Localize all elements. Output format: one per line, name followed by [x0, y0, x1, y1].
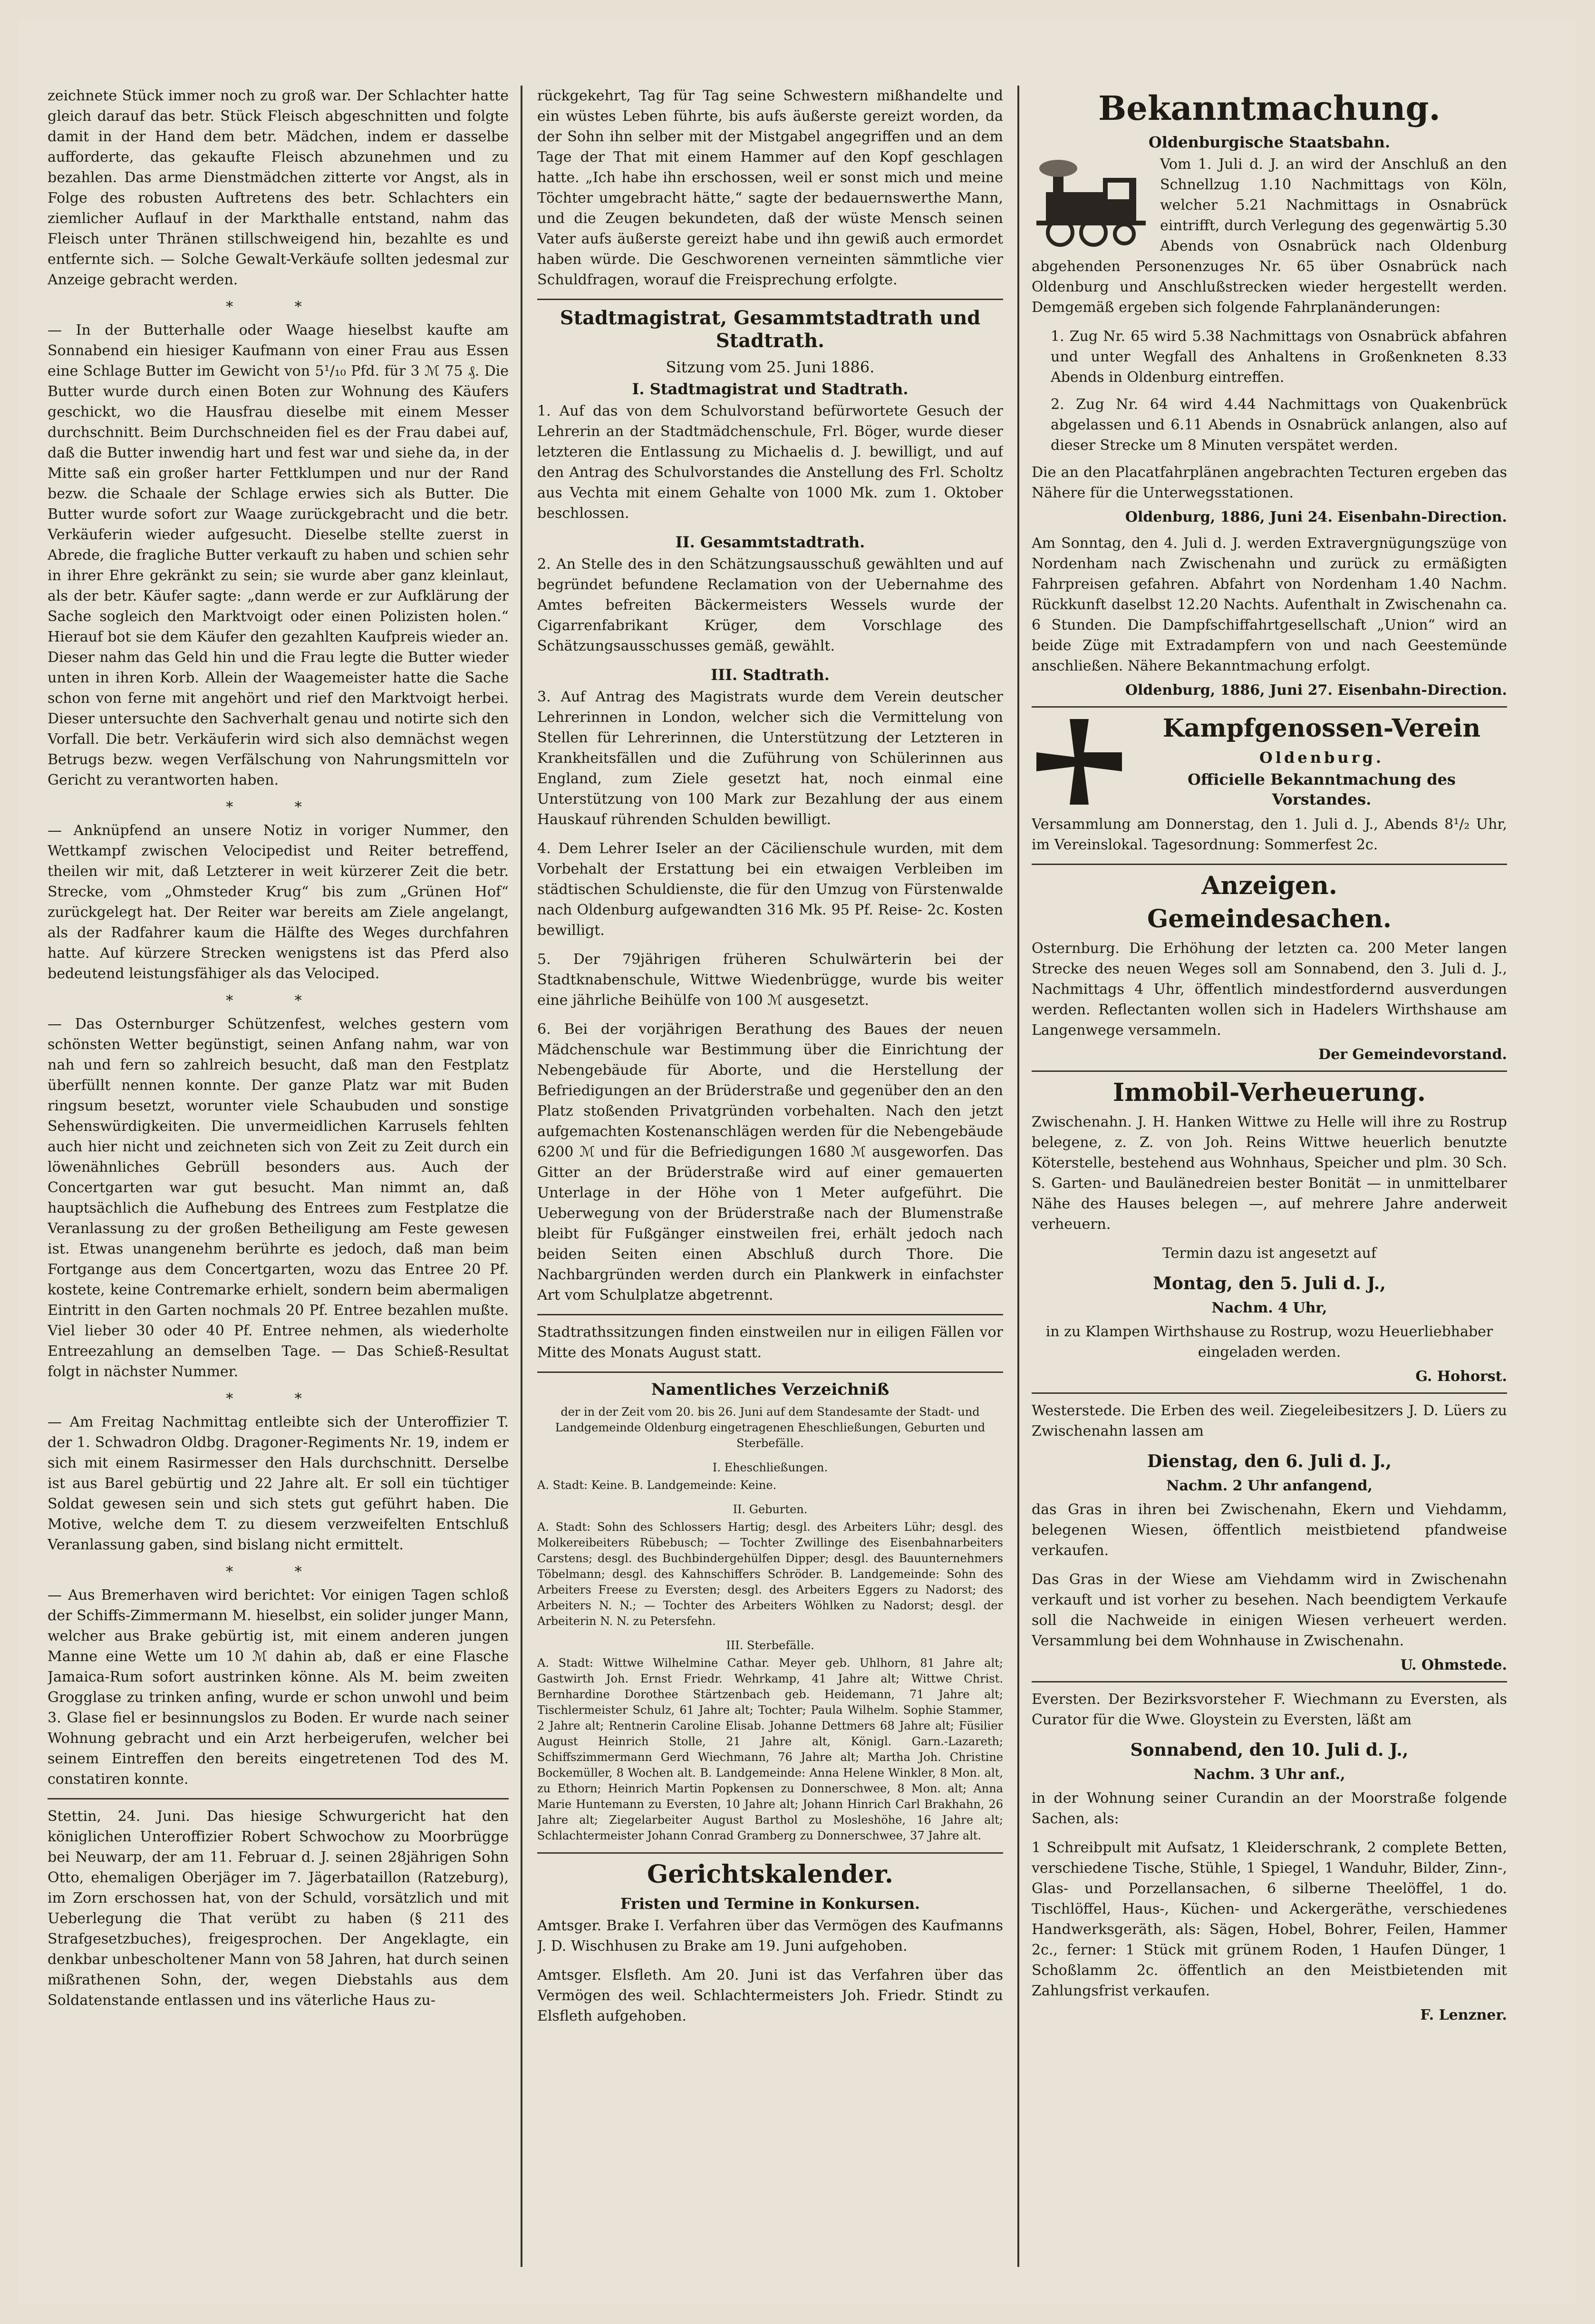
separator-stars: * *	[226, 299, 330, 315]
column-3	[1032, 86, 1507, 2276]
section-heading: Stadtmagistrat, Gesammtstadtrath und Stadtrath.	[560, 307, 981, 352]
announcement-signature: Oldenburg, 1886, Juni 27. Eisenbahn-Direction.	[1125, 682, 1507, 699]
divider	[537, 1371, 1003, 1373]
divider	[1032, 1681, 1507, 1682]
ad-text: Das Gras in der Wiese am Viehdamm wird in Zwischenahn verkauft und ist vorher zu besehen. Nach beendigtem Verkaufe soll die Nachweide in einigen Wiesen verheuert werden. Versammlung bei dem Wohnhause in Zwischenahn.	[1032, 1571, 1507, 1649]
ad-heading: Immobil-Verheuerung.	[1112, 1078, 1426, 1107]
separator-stars: * *	[226, 1391, 330, 1407]
announcement-text: Vom 1. Juli d. J. an wird der Anschluß an den Schnellzug 1.10 Nachmittags von Köln, welcher 5.21 Nachmittags in Osnabrück eintrifft, durch Verlegung des gegenwärtig 5.30 Abends von Osnabrück nach Oldenburg abgehenden Personenzuges Nr. 65 über Osnabrück nach Oldenburg und Anschlußstrecken wieder hergestellt werden. Demgemäß ergeben sich folgende Fahrplanänderungen:	[1032, 156, 1507, 316]
register-subheading: III. Sterbefälle.	[726, 1639, 814, 1652]
register-text: A. Stadt: Wittwe Wilhelmine Cathar. Meyer geb. Uhlhorn, 81 Jahre alt; Gastwirth Joh. Ernst Friedr. Wehrkamp, 41 Jahre alt; Wittwe Christ. Bernhardine Dorothee Stärtzenbach geb. Heidemann, 71 Jahre alt; Tischlermeister Schulz, 61 Jahre alt; Tochter; Paula Wilhelm. Sophie Stammer, 2 Jahre alt; Rentnerin Caroline Elisab. Johanne Dettmers 68 Jahre alt; Füsilier August Heinrich Stolle, 21 Jahre alt, Königl. Garn.-Lazareth; Schiffszimmermann Gerd Wiechmann, 76 Jahre alt; Martha Joh. Christine Bockemüller, 8 Wochen alt. B. Landgemeinde: Anna Helene Winkler, 8 Mon. alt, zu Ethorn; Heinrich Martin Popkensen zu Donnerschwee, 8 Mon. alt; Anna Marie Huntemann zu Eversten, 10 Jahre alt; Johann Hinrich Carl Brakhahn, 26 Jahre alt; Ziegelarbeiter August Barthol zu Mosleshöhe, 16 Jahre alt; Schlachtermeister Johann Conrad Gramberg zu Donnerschwee, 37 Jahre alt.	[537, 1656, 1003, 1842]
ad-date: Sonnabend, den 10. Juli d. J.,	[1130, 1740, 1409, 1760]
announcement-subheading: Oldenburgische Staatsbahn.	[1148, 133, 1391, 151]
announcement-signature: Oldenburg, 1886, Juni 24. Eisenbahn-Direction.	[1125, 509, 1507, 525]
association-heading: Kampfgenossen-Verein	[1162, 714, 1481, 743]
ads-heading: Anzeigen.	[1201, 871, 1337, 900]
article-text: zeichnete Stück immer noch zu groß war. Der Schlachter hatte gleich darauf das betr. Stück Fleisch abgeschnitten und folgte damit in der Hand dem betr. Mädchen, indem er dasselbe aufforderte, das gekaufte Fleisch abzunehmen und zu bezahlen. Das arme Dienstmädchen zitterte vor Angst, als in Folge des robusten Auftretens des betr. Schlachters ein ziemlicher Auflauf in der Markthalle entstand, nahm das Fleisch unter Thränen stillschweigend hin, bezahlte es und entfernte sich. — Solche Gewalt-Verkäufe sollten jedesmal zur Anzeige gebracht werden.	[48, 88, 509, 288]
ad-time: Nachm. 3 Uhr anf.,	[1193, 1766, 1345, 1783]
article-schuetzenfest: — Das Osternburger Schützenfest, welches gestern vom schönsten Wetter begünstigt, seinen Anfang nahm, war von nah und fern so zahlreich besucht, daß man den Festplatz überfüllt nennen konnte. Der ganze Platz war mit Buden ringsum besetzt, worunter viele Schaubuden und sonstige Sehenswürdigkeiten. Die unvermeidlichen Karrusels fehlten auch hier nicht und zeichneten sich von Zeit zu Zeit durch ein löwenähnliches Gebrüll besonders aus. Auch der Concertgarten war gut besucht. Man nimmt an, daß hauptsächlich die Aufhebung des Entrees zum Festplatze die Veranlassung zu der großen Betheiligung am Feste gewesen ist. Etwas unangenehm berührte es jedoch, daß man beim Fortgange aus dem Concertgarten, wozu das Entree 20 Pf. kostete, keine Contremarke erhielt, sondern beim abermaligen Eintritt in den Garten nochmals 20 Pf. Entree bezahlen mußte. Viel lieber 30 oder 40 Pf. Entree nehmen, als wiederholte Entreezahlung an demselben Tage. — Das Schieß-Resultat folgt in nächster Nummer.	[48, 1016, 509, 1380]
article-butterhalle: — In der Butterhalle oder Waage hieselbst kaufte am Sonnabend ein hiesiger Kaufmann von einer Frau aus Essen eine Schlage Butter im Gewicht von 5¹/₁₀ Pfd. für 3 ℳ 75 ₰. Die Butter wurde durch einen Boten zur Wohnung des Käufers geschickt, wo die Hausfrau dieselbe mit einem Messer durchschnitt. Beim Durchschneiden fiel es der Frau dabei auf, daß die Butter inwendig hart und fest war und siehe da, in der Mitte saß ein großer harter Fettklumpen und nur der Rand bezw. die Schaale der Schlage erwies sich als Butter. Die Butter wurde sofort zur Waage zurückgebracht und die betr. Verkäuferin wieder aufgesucht. Dieselbe stellte zuerst in Abrede, die fragliche Butter verkauft zu haben und schien sehr in ihrer Ehre gekränkt zu sein; sie wurde aber ganz kleinlaut, als der betr. Käufer sagte: „dann werde er zur Aufklärung der Sache sogleich den Marktvoigt oder einen Polizisten holen.“ Hierauf bot sie dem Käufer den gezahlten Kaufpreis wieder an. Dieser nahm das Geld hin und die Frau legte die Butter wieder unten in ihren Korb. Allein der Waagemeister hatte die Sache schon von ferne mit angehört und rief den Marktvoigt herbei. Dieser untersuchte den Sachverhalt genau und notirte sich den Vorfall. Die betr. Verkäuferin wird sich also demnächst wegen Betrugs bezw. wegen Verfälschung von Nahrungsmitteln vor Gericht zu verantworten haben.	[48, 322, 509, 788]
divider	[1032, 706, 1507, 708]
divider	[1032, 1070, 1507, 1072]
council-item: 5. Der 79jährigen früheren Schulwärterin bei der Stadtknabenschule, Wittwe Wiedenbrügge, wurde bis weiter eine jährliche Beihülfe von 100 ℳ ausgesetzt.	[537, 951, 1003, 1009]
subsection-heading: I. Stadtmagistrat und Stadtrath.	[632, 380, 909, 398]
association-subheading: Officielle Bekanntmachung des Vorstandes.	[1188, 770, 1456, 808]
ad-time: Nachm. 2 Uhr anfangend,	[1166, 1478, 1373, 1494]
divider	[537, 1852, 1003, 1854]
ad-text: Osternburg. Die Erhöhung der letzten ca. 200 Meter langen Strecke des neuen Weges soll am Sonnabend, den 3. Juli d. J., Nachmittags 4 Uhr, öffentlich mindestfordernd ausverdungen werden. Reflectanten wollen sich in Hadelers Wirthshause am Langenwege versammeln.	[1032, 940, 1507, 1039]
ad-text: Eversten. Der Bezirksvorsteher F. Wiechmann zu Eversten, als Curator für die Wwe. Gloystein zu Eversten, läßt am	[1032, 1691, 1507, 1728]
divider	[1032, 864, 1507, 865]
column-1	[48, 86, 509, 2276]
register-subheading: I. Eheschließungen.	[712, 1461, 828, 1474]
ad-time: Nachm. 4 Uhr,	[1211, 1300, 1327, 1316]
council-item: 1. Auf das von dem Schulvorstand befürwortete Gesuch der Lehrerin an der Stadtmädchenschule, Frl. Böger, wurde dieser letzteren die Entlassung zu Michaelis d. J. bewilligt, und auf den Antrag des Schulvorstandes die Anstellung des Frl. Scholtz aus Vechta mit einem Gehalte von 1000 Mk. zum 1. Oktober beschlossen.	[537, 403, 1003, 522]
court-calendar-heading: Gerichtskalender.	[647, 1860, 893, 1889]
subsection-heading: II. Gesammtstadtrath.	[675, 533, 865, 551]
separator-stars: * *	[226, 799, 330, 816]
article-unteroffizier: — Am Freitag Nachmittag entleibte sich der Unteroffizier T. der 1. Schwadron Oldbg. Dragoner-Regiments Nr. 19, indem er sich mit einem Rasirmesser den Hals durchschnitt. Derselbe ist aus Barel gebürtig und 22 Jahre alt. Er soll ein tüchtiger Soldat gewesen sein und sich stets gut geführt haben. Die Motive, welche dem T. zu diesem verzweifelten Entschluß Veranlassung gaben, sind bislang nicht ermittelt.	[48, 1414, 509, 1553]
article-wettkampf: — Anknüpfend an unsere Notiz in voriger Nummer, den Wettkampf zwischen Velocipedist und Reiter betreffend, theilen wir mit, daß Letzterer in weit kürzerer Zeit die betr. Strecke, vom „Ohmsteder Krug“ bis zum „Grünen Hof“ zurückgelegt hat. Der Reiter war bereits am Ziele angelangt, als der Radfahrer kaum die Hälfte des Weges durchfahren hatte. Auf kürzere Strecken wenigstens ist das Pferd also bedeutend leistungsfähiger als das Velociped.	[48, 822, 509, 982]
ad-text: Termin dazu ist angesetzt auf	[1162, 1245, 1377, 1262]
ad-heading: Gemeindesachen.	[1147, 904, 1392, 933]
ad-text: Zwischenahn. J. H. Hanken Wittwe zu Helle will ihre zu Rostrup belegene, z. Z. von Joh. Reins Wittwe heuerlich benutzte Köterstelle, bestehend aus Wohnhaus, Speicher und plm. 30 Sch. S. Garten- und Baulänedreien bester Bonität — in unmittelbarer Nähe des Hauses belegen —, auf mehrere Jahre anderweit verheuern.	[1032, 1114, 1507, 1233]
divider	[48, 1798, 509, 1799]
divider	[537, 299, 1003, 300]
ad-date: Montag, den 5. Juli d. J.,	[1153, 1274, 1386, 1293]
ad-text: 1 Schreibpult mit Aufsatz, 1 Kleiderschrank, 2 complete Betten, verschiedene Tische, Stühle, 1 Spiegel, 1 Wanduhr, Bilder, Zinn-, Glas- und Porzellansachen, 6 silberne Theelöffel, 1 do. Tischlöffel, Haus-, Küchen- und Ackergeräthe, verschiedenes Handwerksgeräth, als: Sägen, Hobel, Bohrer, Feilen, Hammer 2c., ferner: 1 Stück mit grünem Roden, 1 Haufen Dünger, 1 Schoßlamm 2c. öffentlich an den Meistbietenden mit Zahlungsfrist verkaufen.	[1032, 1839, 1507, 1999]
divider	[537, 1314, 1003, 1315]
column-rule	[1017, 86, 1019, 2267]
ad-text: in der Wohnung seiner Curandin an der Moorstraße folgende Sachen, als:	[1032, 1790, 1507, 1827]
council-item: 4. Dem Lehrer Iseler an der Cäcilienschule wurden, mit dem Vorbehalt der Erstattung bei ein etwaigen Verbleiben im städtischen Schuldienste, die für den Umzug von Fürstenwalde nach Oldenburg aufgewandten 316 Mk. 95 Pf. Reise- 2c. Kosten bewilligt.	[537, 840, 1003, 939]
locomotive-icon	[1032, 154, 1150, 249]
ad-signature: G. Hohorst.	[1415, 1368, 1507, 1385]
association-text: Versammlung am Donnerstag, den 1. Juli d. J., Abends 8¹/₂ Uhr, im Vereinslokal. Tagesordnung: Sommerfest 2c.	[1032, 816, 1507, 853]
ad-signature: Der Gemeindevorstand.	[1318, 1046, 1507, 1063]
article-bremerhaven: — Aus Bremerhaven wird berichtet: Vor einigen Tagen schloß der Schiffs-Zimmermann M. hieselbst, ein solider junger Mann, welcher aus Brake gebürtig ist, mit einem anderen jungen Manne eine Wette um 10 ℳ dahin ab, daß er eine Flasche Jamaica-Rum sofort austrinken könne. Als M. beim zweiten Grogglase zu trinken anfing, wurde er schon unwohl und beim 3. Glase fiel er besinnungslos zu Boden. Er wurde nach seiner Wohnung gebracht und ein Arzt herbeigerufen, welcher bei seinem Eintreffen den bereits eingetretenen Tod des M. constatiren konnte.	[48, 1587, 509, 1788]
register-heading: Namentliches Verzeichniß	[651, 1380, 889, 1399]
ad-text: in zu Klampen Wirthshause zu Rostrup, wozu Heuerliebhaber eingeladen werden.	[1045, 1323, 1493, 1361]
court-item: Amtsger. Brake I. Verfahren über das Vermögen des Kaufmanns J. D. Wischhusen zu Brake am 19. Juni aufgehoben.	[537, 1917, 1003, 1954]
council-item: 6. Bei der vorjährigen Berathung des Baues der neuen Mädchenschule war Bestimmung über die Einrichtung der Nebengebäude für Aborte, und die Herstellung der Befriedigungen an der Brüderstraße und gegenüber den an den Platz stoßenden Privatgründen vorbehalten. Nach den jetzt aufgemachten Kostenanschlägen werden für die Nebengebäude 6200 ℳ und für die Befriedigungen 1680 ℳ ausgeworfen. Das Gitter an der Brüderstraße wird auf einer gemauerten Unterlage in der Höhe von 1 Meter aufgeführt. Die Ueberwegung von der Brüderstraße nach der Blumenstraße bleibt für Fußgänger einstweilen frei, erhält jedoch nach beiden Seiten einen Abschluß durch Thore. Die Nachbargründen werden durch ein Plankwerk in einfachster Art vom Schulplatze abgetrennt.	[537, 1021, 1003, 1303]
separator-stars: * *	[226, 992, 330, 1009]
subsection-heading: III. Stadtrath.	[711, 666, 830, 684]
article-text: rückgekehrt, Tag für Tag seine Schwestern mißhandelte und ein wüstes Leben führte, bis aufs äußerste gereizt worden, da der Sohn ihn selber mit der Mistgabel angegriffen und an dem Tage der That mit einem Hammer auf den Kopf geschlagen hatte. „Ich habe ihn erschossen, weil er sonst mich und meine Töchter umgebracht hätte,“ sagte der bedauernswerthe Mann, und die Zeugen bekundeten, daß der wüste Mensch seinen Vater aufs äußerste gereizt habe und ihn gewiß auch ermordet haben würde. Die Geschworenen verneinten sämmtliche vier Schuldfragen, worauf die Freisprechung erfolgte.	[537, 88, 1003, 288]
court-subheading: Fristen und Termine in Konkursen.	[620, 1895, 920, 1913]
announcement-text: Am Sonntag, den 4. Juli d. J. werden Extravergnügungszüge von Nordenham nach Zwischenahn und zurück zu ermäßigten Fahrpreisen gefahren. Abfahrt von Nordenham 1.40 Nachm. Rückkunft daselbst 12.20 Nachts. Aufenthalt in Zwischenahn ca. 6 Stunden. Die Dampfschiffahrtgesellschaft „Union“ wird an beide Züge mit Extradampfern von und nach Geestemünde anschließen. Nähere Bekanntmachung erfolgt.	[1032, 535, 1507, 674]
column-rule	[521, 86, 522, 2267]
register-text: A. Stadt: Sohn des Schlossers Hartig; desgl. des Arbeiters Lühr; desgl. des Molkereibeiters Rübebusch; — Tochter Zwillinge des Eisenbahnarbeiters Carstens; desgl. des Buchbindergehülfen Dipper; desgl. des Bauunternehmers Töbelmann; desgl. des Kahnschiffers Schröder. B. Landgemeinde: Sohn des Arbeiters Freese zu Eversten; desgl. des Arbeiters Eggers zu Nadorst; des Arbeiters N. N.; — Tochter des Arbeiters Wöhlken zu Nadorst; desgl. der Arbeiterin N. N. zu Petersfehn.	[537, 1520, 1003, 1628]
register-subheading: II. Geburten.	[733, 1503, 808, 1516]
announcement-text: Die an den Placatfahrplänen angebrachten Tecturen ergeben das Nähere für die Unterwegsstationen.	[1032, 464, 1507, 501]
column-2	[537, 86, 1003, 2276]
iron-cross-icon	[1032, 714, 1127, 809]
sitting-date: Sitzung vom 25. Juni 1886.	[666, 358, 875, 376]
announcement-list-item: 1. Zug Nr. 65 wird 5.38 Nachmittags von Osnabrück abfahren und unter Wegfall des Anhaltens in Großenkneten 8.33 Abends in Oldenburg eintreffen.	[1051, 328, 1507, 386]
ad-date: Dienstag, den 6. Juli d. J.,	[1147, 1451, 1392, 1471]
council-item: 2. An Stelle des in den Schätzungsausschuß gewählten und auf begründet befundene Reclamation von der Uebernahme des Amtes befreiten Bäckermeisters Wessels wurde der Cigarrenfabrikant Krüger, dem Vorschlage des Schätzungsausschusses gemäß, gewählt.	[537, 556, 1003, 654]
register-intro: der in der Zeit vom 20. bis 26. Juni auf dem Standesamte der Stadt- und Landgemeinde Oldenburg eingetragenen Eheschließungen, Geburten und Sterbefälle.	[555, 1405, 986, 1450]
ad-signature: F. Lenzner.	[1420, 2007, 1507, 2023]
ad-text: das Gras in ihren bei Zwischenahn, Ekern und Viehdamm, belegenen Wiesen, öffentlich meistbietend pfandweise verkaufen.	[1032, 1501, 1507, 1559]
announcement-list-item: 2. Zug Nr. 64 wird 4.44 Nachmittags von Quakenbrück abgelassen und 6.11 Abends in Osnabrück anlangen, also auf dieser Strecke um 8 Minuten verspätet werden.	[1051, 396, 1507, 454]
council-note: Stadtrathssitzungen finden einstweilen nur in eiligen Fällen vor Mitte des Monats August statt.	[537, 1324, 1003, 1361]
court-item: Amtsger. Elsfleth. Am 20. Juni ist das Verfahren über das Vermögen des weil. Schlachtermeisters Joh. Friedr. Stindt zu Elsfleth aufgehoben.	[537, 1967, 1003, 2024]
separator-stars: * *	[226, 1564, 330, 1580]
article-stettin: Stettin, 24. Juni. Das hiesige Schwurgericht hat den königlichen Unteroffizier Robert Schwochow zu Moorbrügge bei Neuwarp, der am 11. Februar d. J. seinen 28jährigen Sohn Otto, ehemaligen Oberjäger im 7. Jägerbataillon (Ratzeburg), im Zorn erschossen hat, von der Schuld, vorsätzlich und mit Ueberlegung die That verübt zu haben (§ 211 des Strafgesetzbuches), freigesprochen. Der Angeklagte, ein denkbar unbescholtener Mann von 58 Jahren, hat durch seinen mißrathenen Sohn, der, wegen Diebstahls aus dem Soldatenstande entlassen und ins väterliche Haus zu-	[48, 1808, 509, 2009]
announcement-heading: Bekanntmachung.	[1098, 88, 1440, 128]
divider	[1032, 1392, 1507, 1394]
association-city: Oldenburg.	[1259, 749, 1384, 767]
ad-text: Westerstede. Die Erben des weil. Ziegeleibesitzers J. D. Lüers zu Zwischenahn lassen am	[1032, 1402, 1507, 1439]
ad-signature: U. Ohmstede.	[1400, 1657, 1507, 1673]
newspaper-page	[19, 19, 1576, 2305]
council-item: 3. Auf Antrag des Magistrats wurde dem Verein deutscher Lehrerinnen in London, welcher sich die Vermittelung von Stellen für Lehrerinnen, die Unterstützung der Letzteren in Krankheitsfällen und die Zuführung von Schülerinnen aus England, zum Ziele gesetzt hat, noch einmal eine Unterstützung von 100 Mark zur Bezahlung der aus einem Hauskauf rührenden Schulden bewilligt.	[537, 689, 1003, 828]
register-text: A. Stadt: Keine. B. Landgemeinde: Keine.	[537, 1478, 777, 1492]
